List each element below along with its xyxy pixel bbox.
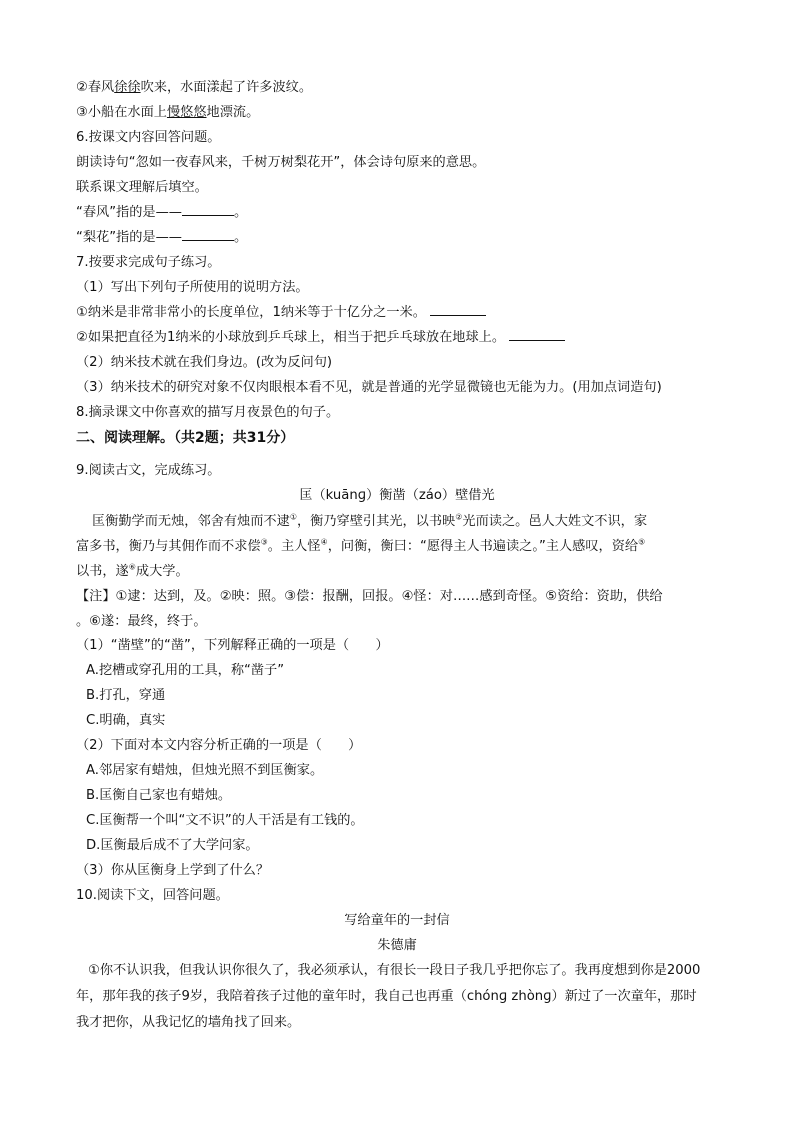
q7-part-3: （3）纳米技术的研究对象不仅肉眼根本看不见，就是普通的光学显微镜也无能为力。(用加点词造句) bbox=[76, 380, 662, 395]
q7-part-2: （2）纳米技术就在我们身边。(改为反问句) bbox=[76, 355, 333, 370]
q6-line-2: 联系课文理解后填空。 bbox=[76, 180, 208, 195]
q7-part-1a: ①纳米是非常非常小的长度单位，1纳米等于十亿分之一米。 bbox=[76, 303, 486, 323]
q9-sq2-option-d[interactable]: D.匡衡最后成不了大学问家。 bbox=[86, 838, 259, 853]
q10-passage-line-3: 我才把你，从我记忆的墙角找了回来。 bbox=[76, 1015, 301, 1030]
q9-note-2: 。⑥遂：最终，终于。 bbox=[76, 614, 207, 629]
q10-passage-line-1: ①你不认识我，但我认识你很久了，我必须承认，有很长一段日子我几乎把你忘了。我再度想到你是2000 bbox=[88, 963, 701, 978]
q9-sq2-option-c[interactable]: C.匡衡帮一个叫“文不识”的人干活是有工钱的。 bbox=[86, 813, 364, 828]
q7-title: 7.按要求完成句子练习。 bbox=[76, 255, 221, 270]
q9-subquestion-1: （1）“凿壁”的“凿”，下列解释正确的一项是（ ） bbox=[76, 638, 389, 653]
q8-title: 8.摘录课文中你喜欢的描写月夜景色的句子。 bbox=[76, 405, 340, 420]
q9-subquestion-3: （3）你从匡衡身上学到了什么？ bbox=[76, 863, 270, 878]
answer-blank[interactable] bbox=[182, 228, 234, 241]
q6-line-4: “梨花”指的是—— 。 bbox=[76, 230, 248, 245]
q10-title: 10.阅读下文，回答问题。 bbox=[76, 888, 229, 903]
q5-sentence-3: ③小船在水面上慢悠悠地漂流。 bbox=[76, 105, 260, 120]
answer-blank[interactable] bbox=[182, 203, 234, 216]
q9-passage-line-3: 以书，遂⑥成大学。 bbox=[76, 562, 189, 579]
q6-title: 6.按课文内容回答问题。 bbox=[76, 130, 221, 145]
q9-sq1-option-b[interactable]: B.打孔，穿通 bbox=[86, 688, 166, 703]
q7-part-1: （1）写出下列句子所使用的说明方法。 bbox=[76, 280, 309, 295]
q9-sq1-option-c[interactable]: C.明确，真实 bbox=[86, 713, 166, 728]
q6-line-3: “春风”指的是—— 。 bbox=[76, 205, 248, 220]
q9-sq2-option-b[interactable]: B.匡衡自己家也有蜡烛。 bbox=[86, 788, 232, 803]
section-2-heading: 二、阅读理解。（共2题；共31分） bbox=[76, 430, 295, 446]
q10-passage-line-2: 年，那年我的孩子9岁，我陪着孩子过他的童年时，我自己也再重（chónɡ zhònɡ）新过了一次童年，那时 bbox=[76, 989, 697, 1004]
q9-sq2-option-a[interactable]: A.邻居家有蜡烛，但烛光照不到匡衡家。 bbox=[86, 763, 324, 778]
q5-sentence-2: ②春风徐徐吹来，水面漾起了许多波纹。 bbox=[76, 80, 313, 95]
q9-passage-line-2: 富多书，衡乃与其佣作而不求偿③。主人怪④，问衡，衡曰：“愿得主人书遍读之。”主人感叹，资给⑤ bbox=[76, 537, 646, 554]
q9-sq1-option-a[interactable]: A.挖槽或穿孔用的工具，称“凿子” bbox=[86, 663, 285, 678]
q6-line-1: 朗读诗句“忽如一夜春风来，千树万树梨花开”，体会诗句原来的意思。 bbox=[76, 155, 486, 170]
q9-title: 9.阅读古文，完成练习。 bbox=[76, 463, 221, 478]
q10-author: 朱德庸 bbox=[377, 938, 417, 953]
answer-blank[interactable] bbox=[430, 303, 486, 316]
underlined-word: 慢悠悠 bbox=[166, 105, 207, 120]
q7-part-1b: ②如果把直径为1纳米的小球放到乒乓球上，相当于把乒乓球放在地球上。 bbox=[76, 328, 565, 348]
q9-passage-line-1: 匡衡勤学而无烛，邻舍有烛而不逮①，衡乃穿壁引其光，以书映②光而读之。邑人大姓文不识，家 bbox=[92, 512, 648, 529]
q10-passage-title: 写给童年的一封信 bbox=[344, 913, 450, 928]
answer-blank[interactable] bbox=[509, 328, 565, 341]
q9-passage-title: 匡（kuānɡ）衡凿（záo）壁借光 bbox=[299, 488, 495, 503]
underlined-word: 徐徐 bbox=[114, 80, 141, 95]
q9-note-1: 【注】①逮：达到，及。②映：照。③偿：报酬，回报。④怪：对……感到奇怪。⑤资给：资助，供给 bbox=[76, 589, 663, 604]
q9-subquestion-2: （2）下面对本文内容分析正确的一项是（ ） bbox=[76, 738, 362, 753]
